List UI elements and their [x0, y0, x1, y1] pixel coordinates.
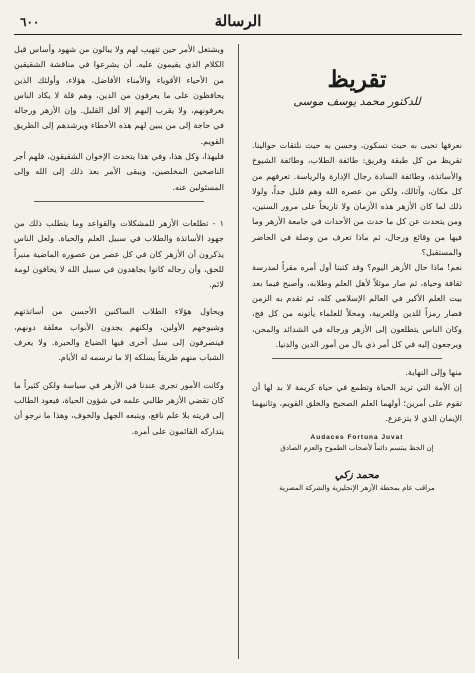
motto-translation: إن الحظ يبتسم دائماً لأصحاب الطموح والعزم الصادق — [280, 444, 434, 453]
article-ending — [252, 365, 462, 426]
magazine-title: الرسالة — [214, 12, 262, 30]
right-column — [252, 42, 462, 662]
page-number: ٦٠٠ — [20, 15, 40, 29]
paragraph: ١ - تطلعات الأزهر للمشكلات والقواعد وما يتطلب ذلك من جهود الأساتذة والطلاب في سبيل العلم والحياة. ولعل الناس يذكرون أن الأزهر كان في كل عصر من عصوره الماضية منبراً للحق، وأن رجاله كانوا يجاهدون في سبيل الله لا يخافون لومة لائم. — [14, 217, 224, 290]
article-body — [252, 138, 462, 352]
magazine-page — [14, 10, 462, 665]
paragraph: ويحاول هؤلاء الطلاب الساكنين الأحسن من أساتذتهم وشيوخهم الأولين، ولكنهم يجدون الأبواب مغلقة دونهم، فينصرفون إلى سبل أخرى فيها الضياع والحيرة. ولا يعرف الشباب منهم طريقاً يسلكه إلا ما ترسمه له الأيام. — [14, 306, 224, 363]
paragraph: إن الأمة التي تريد الحياة وتطمع في حياة كريمة لا بد لها أن تقوم على أمرين؛ أولهما العلم الصحيح والخلق القويم، وثانيهما الإيمان الذي لا يتزعزع. — [252, 382, 462, 424]
paragraph: وكانت الأمور تجري عندنا في الأزهر في سياسة ولكن كثيراً ما كان تقضي الأزهر طالبي علمه في شؤون الحياة، فيعود الطالب إلى قريته بلا علم نافع، ويتبعه الجهل والخوف، وهذا ما نرجو أن يتداركه القائمون على أمره. — [14, 379, 224, 436]
page-header — [14, 10, 462, 34]
paragraph: منها وإلى النهاية. — [405, 367, 462, 378]
paragraph: نعرفها تحيى به حيث تسكون، وحسن به حيث نلتقات حوالينا. تقريظ من كل طبقة وفريق: طائفة الطلاب، وطائفة الشيوخ والأساتذة، وطائفة السادة رجال الإدارة والرياسة. تعرفهم من كل مكان، وآثالك، ولكن من عصره الله وهم قليل جداً، ولولا ذلك لما كان الأزهر هذه الأزمان ولا تاريخاً على مرور السنين، ومن يتحدث عن كل ما حدث من الأحداث في جامعة الأزهر وما فيها من وقائع ورجال، ثم ماذا تعرف من وصلة في الحاضر والمستقبل؟ — [252, 140, 462, 258]
header-rule — [14, 34, 462, 35]
paragraph: نعم! ماذا حال الأزهر اليوم؟ وقد كتبنا أول أمره مقراً لمدرسة ثقافة وحياة، ثم صار موئلاً لأهل العلم وطلابه، وأصبح فيما بعد بيت العلم الأكبر في العالم الإسلامي كله، ثم تقدم به الزمن فصار رمزاً للدين وللعربية، ومحلاً للعلماء يأتونه من كل فج، وكان الناس يتطلعون إلى الأزهر ورجاله في الشدائد والمحن، ويرجعون إليه في كل أمر ذي بال من أمور الدين والدنيا. — [252, 262, 462, 349]
article-section-two — [14, 216, 224, 439]
signature-role: مراقب عام بمحطة الأزهر الإنجليزية والشركة المصرية — [279, 484, 435, 493]
signature-name: محمد زكي — [334, 470, 380, 482]
article-author: للدكتور محمد يوسف موسى — [293, 95, 421, 108]
paragraph: فليهذا، وكل هذا، وفي هذا يتحدث الإخوان الشقيقون، فلهم أجر الناصحين المخلصين، ويبقى الأمر بعد ذلك إلى الله وإلى المسئولين عنه. — [14, 151, 224, 192]
section-separator — [34, 201, 204, 202]
article-title: تقريظ — [327, 66, 387, 93]
paragraph: ويشتغل الأمر حين تتهيب لهم ولا يبالون من شهود وأساس قبل الكلام الذي يقيمون عليه. أن يشرعوا في مناقشة الشقيقين من الأحياء الأقوياء والأمناء الأفاضل، هؤلاء، وأولئك الذين يحافظون على ما يعرفون من الدين، وهم قلة لا يكاد الناس يعرفونهم، ولا يقرب إليهم إلا أقل القليل. وإن الأزهر ورجاله في حاجة إلى من يبين لهم هذه الأخطاء ويرشدهم إلى الطريق القويم. — [14, 44, 224, 146]
latin-motto: Audaces Fortuna Juvat — [310, 434, 404, 442]
left-column — [14, 42, 224, 662]
column-divider — [238, 44, 239, 659]
section-separator — [272, 358, 442, 359]
